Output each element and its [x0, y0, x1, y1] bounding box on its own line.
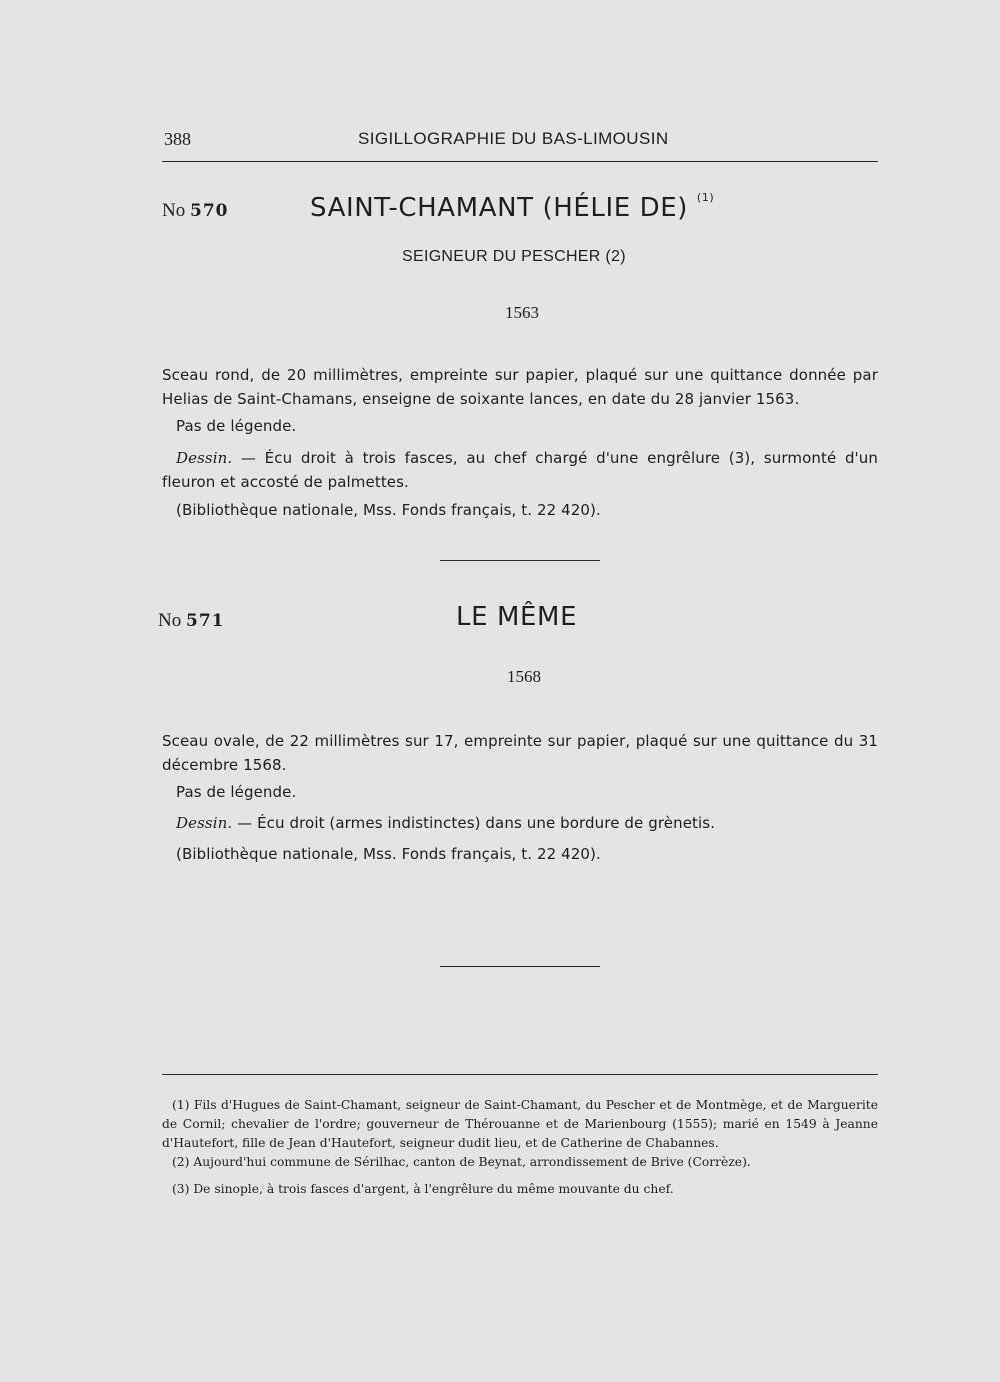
entry-571-number-prefix: No: [158, 610, 182, 631]
entry-570-drawing: [162, 446, 878, 494]
footnote-3: (3) De sinople, à trois fasces d'argent, à l'engrêlure du même mouvante du chef.: [172, 1182, 674, 1196]
footnote-rule: [162, 1074, 878, 1075]
entry-570-drawing-text: — Écu droit à trois fasces, au chef chargé d'une engrêlure (3), surmonté d'un fleuron et accosté de palmettes.: [162, 449, 878, 491]
entry-571-title: LE MÊME: [456, 602, 578, 632]
entry-570-number-prefix: No: [162, 200, 186, 221]
entry-570-number: [162, 200, 228, 222]
running-title: SIGILLOGRAPHIE DU BAS-LIMOUSIN: [358, 129, 669, 148]
end-separator: [440, 966, 600, 967]
entry-571-source: (Bibliothèque nationale, Mss. Fonds français, t. 22 420).: [176, 845, 601, 863]
entry-571-drawing: [176, 811, 715, 835]
entry-570-title-footnote-ref: (1): [696, 191, 715, 204]
header-rule: [162, 161, 878, 162]
footnote-1: (1) Fils d'Hugues de Saint-Chamant, seigneur de Saint-Chamant, du Pescher et de Montmège, et de Marguerite de Cornil; chevalier de l'ordre; gouverneur de Thérouanne et de Marienbourg (1555); marié en 1549 à Jeanne d'Hautefort, fille de Jean d'Hautefort, seigneur dudit lieu, et de Catherine de Chabannes.: [162, 1098, 878, 1150]
entry-570-drawing-label: Dessin.: [176, 449, 233, 467]
entry-570-title-text: SAINT-CHAMANT (HÉLIE DE): [310, 193, 689, 223]
footnote-2: (2) Aujourd'hui commune de Sérilhac, canton de Beynat, arrondissement de Brive (Corrèze).: [172, 1155, 751, 1169]
entry-570-legend: Pas de légende.: [176, 417, 297, 435]
entry-separator: [440, 560, 600, 561]
entry-570-number-value: 570: [189, 201, 229, 221]
entry-570-year: 1563: [505, 303, 539, 322]
entry-571-year: 1568: [507, 667, 541, 686]
entry-571-legend: Pas de légende.: [176, 783, 297, 801]
entry-570-title: [310, 193, 714, 223]
entry-571-drawing-text: — Écu droit (armes indistinctes) dans une bordure de grènetis.: [237, 814, 716, 832]
entry-570-description: Sceau rond, de 20 millimètres, empreinte sur papier, plaqué sur une quittance donnée par Helias de Saint-Chamans, enseigne de soixante lances, en date du 28 janvier 1563.: [162, 366, 878, 408]
entry-570-source: (Bibliothèque nationale, Mss. Fonds français, t. 22 420).: [176, 501, 601, 519]
entry-571-number-value: 571: [185, 611, 225, 631]
page-number: 388: [164, 129, 191, 149]
entry-571-drawing-label: Dessin.: [176, 814, 233, 832]
entry-570-subtitle: SEIGNEUR DU PESCHER (2): [402, 248, 626, 265]
entry-571-description: Sceau ovale, de 22 millimètres sur 17, empreinte sur papier, plaqué sur une quittance du 31 décembre 1568.: [162, 732, 878, 774]
entry-571-number: [158, 610, 224, 632]
